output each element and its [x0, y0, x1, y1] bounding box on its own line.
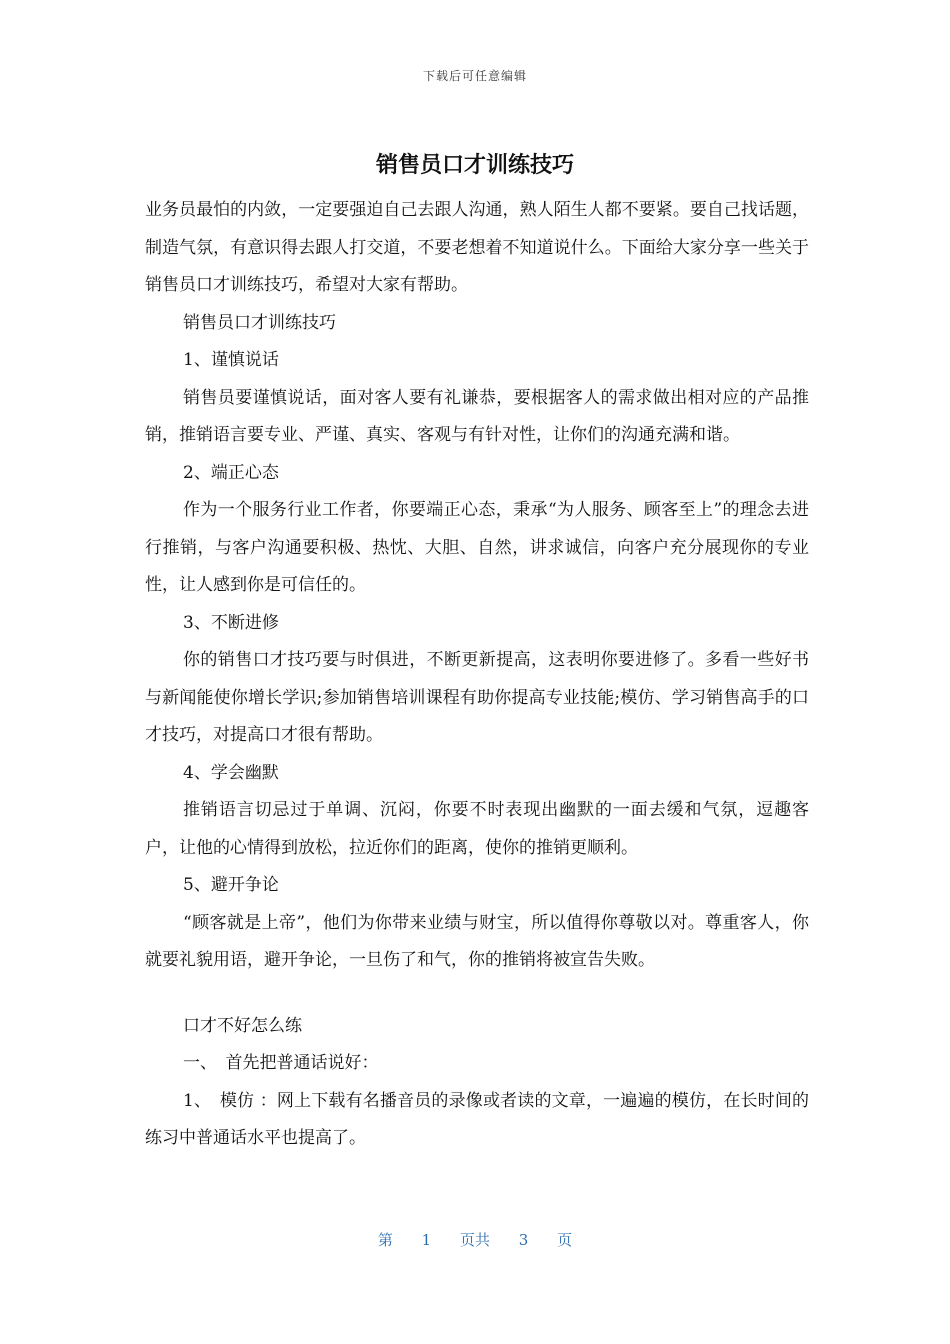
- document-body: [145, 192, 809, 1158]
- item-heading-1: 1、谨慎说话: [183, 350, 279, 370]
- section-heading: 销售员口才训练技巧: [183, 312, 336, 333]
- page-current: 1: [421, 1231, 432, 1249]
- page-label-prefix: 第: [377, 1231, 393, 1249]
- page-label-suffix: 页: [557, 1231, 573, 1249]
- paragraph-subitem-1: 1、 模仿 ：网上下载有名播音员的录像或者读的文章，一遍遍的模仿，在长时间的练习中普通话水平也提高了。: [145, 1090, 809, 1148]
- subsection-heading: 一、 首先把普通话说好：: [183, 1053, 379, 1073]
- document-title: 销售员口才训练技巧: [375, 153, 574, 178]
- header-note: 下载后可任意编辑: [422, 69, 527, 83]
- item-heading-3: 3、不断进修: [183, 612, 279, 633]
- paragraph-spacer: [145, 980, 809, 1008]
- page-label-middle: 页共: [459, 1231, 490, 1249]
- item-heading-5: 5、避开争论: [183, 875, 279, 895]
- page-number-footer: [0, 1229, 950, 1250]
- item-heading-4: 4、学会幽默: [183, 762, 279, 783]
- paragraph-item-4: 推销语言切忌过于单调、沉闷，你要不时表现出幽默的一面去缓和气氛，逗趣客户，让他的心情得到放松，拉近你们的距离，使你的推销更顺利。: [145, 800, 809, 858]
- paragraph-intro: 业务员最怕的内敛，一定要强迫自己去跟人沟通，熟人陌生人都不要紧。要自己找话题，制造气氛，有意识得去跟人打交道，不要老想着不知道说什么。下面给大家分享一些关于销售员口才训练技巧，希望对大家有帮助。: [145, 200, 809, 295]
- paragraph-item-2: 作为一个服务行业工作者，你要端正心态，秉承“为人服务、顾客至上”的理念去进行推销，与客户沟通要积极、热忱、大胆、自然，讲求诚信，向客户充分展现你的专业性，让人感到你是可信任的。: [145, 500, 809, 595]
- page-total: 3: [518, 1231, 529, 1249]
- paragraph-item-3: 你的销售口才技巧要与时俱进，不断更新提高，这表明你要进修了。多看一些好书与新闻能使你增长学识;参加销售培训课程有助你提高专业技能;模仿、学习销售高手的口才技巧，对提高口才很有帮助。: [145, 650, 809, 745]
- item-heading-2: 2、端正心态: [183, 462, 279, 483]
- paragraph-item-5: “顾客就是上帝”，他们为你带来业绩与财宝，所以值得你尊敬以对。尊重客人，你就要礼貌用语，避开争论，一旦伤了和气，你的推销将被宣告失败。: [145, 912, 809, 970]
- paragraph-item-1: 销售员要谨慎说话，面对客人要有礼谦恭，要根据客人的需求做出相对应的产品推销，推销语言要专业、严谨、真实、客观与有针对性，让你们的沟通充满和谐。: [145, 387, 809, 445]
- section-heading-2: 口才不好怎么练: [183, 1015, 302, 1036]
